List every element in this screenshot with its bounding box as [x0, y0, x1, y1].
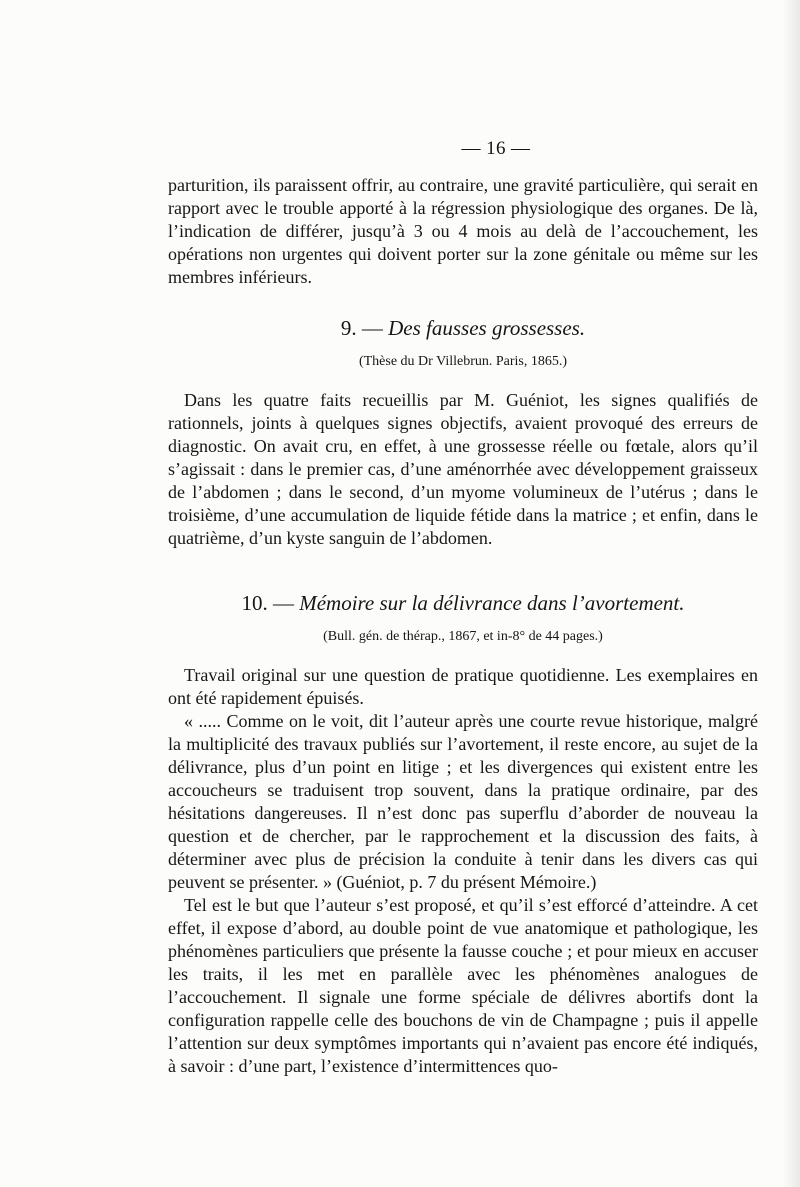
section-9-number: 9. — — [340, 316, 383, 340]
section-9-paragraph: Dans les quatre faits recueillis par M. Guéniot, les signes qualifiés de rationnels, joints à quelques signes objectifs, avaient provoqué des erreurs de diagnostic. On avait cru, en effet, à une grossesse réelle ou fœtale, alors qu’il s’agissait : dans le premier cas, d’une aménorrhée avec développement graisseux de l’abdomen ; dans le second, d’un myome volumineux de l’utérus ; dans le troisième, d’une accumulation de liquide fétide dans la matrice ; et enfin, dans le quatrième, d’un kyste sanguin de l’abdomen. — [168, 390, 758, 548]
section-10-paragraph-1: Travail original sur une question de pratique quotidienne. Les exemplaires en ont été rapidement épuisés. — [168, 665, 758, 708]
intro-paragraph: parturition, ils paraissent offrir, au contraire, une gravité particulière, qui serait en rapport avec le trouble apporté à la régression physiologique des organes. De là, l’indication de différer, jusqu’à 3 ou 4 mois au delà de l’accouchement, les opérations non urgentes qui doivent porter sur la zone génitale ou même sur les membres inférieurs. — [168, 175, 758, 287]
page-number: — 16 — — [461, 138, 531, 159]
section-9-title-text: Des fausses grossesses. — [388, 316, 586, 340]
section-10-number: 10. — — [241, 591, 294, 615]
section-9-citation: (Thèse du Dr Villebrun. Paris, 1865.) — [358, 354, 568, 369]
section-10-quote: « ..... Comme on le voit, dit l’auteur après une courte revue historique, malgré la multiplicité des travaux publiés sur l’avortement, il reste encore, au sujet de la délivrance, plus d’un point en litige ; et les divergences qui existent entre les accoucheurs se traduisent trop souvent, dans la pratique ordinaire, par des hésitations dangereuses. Il n’est donc pas superflu d’aborder de nouveau la question et de chercher, par le rapprochement et la discussion des faits, à déterminer avec plus de précision la conduite à tenir dans les divers cas qui peuvent se présenter. » (Guéniot, p. 7 du présent Mémoire.) — [168, 711, 758, 892]
page-content — [168, 138, 758, 1078]
section-break — [168, 550, 758, 564]
section-10-title — [168, 590, 758, 616]
section-10-paragraph-3: Tel est le but que l’auteur s’est proposé, et qu’il s’est efforcé d’atteindre. A cet effet, il expose d’abord, au double point de vue anatomique et pathologique, les phénomènes particuliers que présente la fausse couche ; et pour mieux en accuser les traits, il les met en parallèle avec les phénomènes analogues de l’accouchement. Il signale une forme spéciale de délivres abortifs dont la configuration rappelle celle des bouchons de vin de Champagne ; puis il appelle l’attention sur deux symptômes importants qui n’avaient pas encore été indiqués, à savoir : d’une part, l’existence d’intermittences quo- — [168, 895, 758, 1076]
scan-edge-shadow — [782, 0, 800, 1187]
section-10-citation: (Bull. gén. de thérap., 1867, et in-8° de 44 pages.) — [323, 629, 603, 644]
section-10-title-text: Mémoire sur la délivrance dans l’avortement. — [299, 591, 685, 615]
section-9-title — [168, 315, 758, 341]
